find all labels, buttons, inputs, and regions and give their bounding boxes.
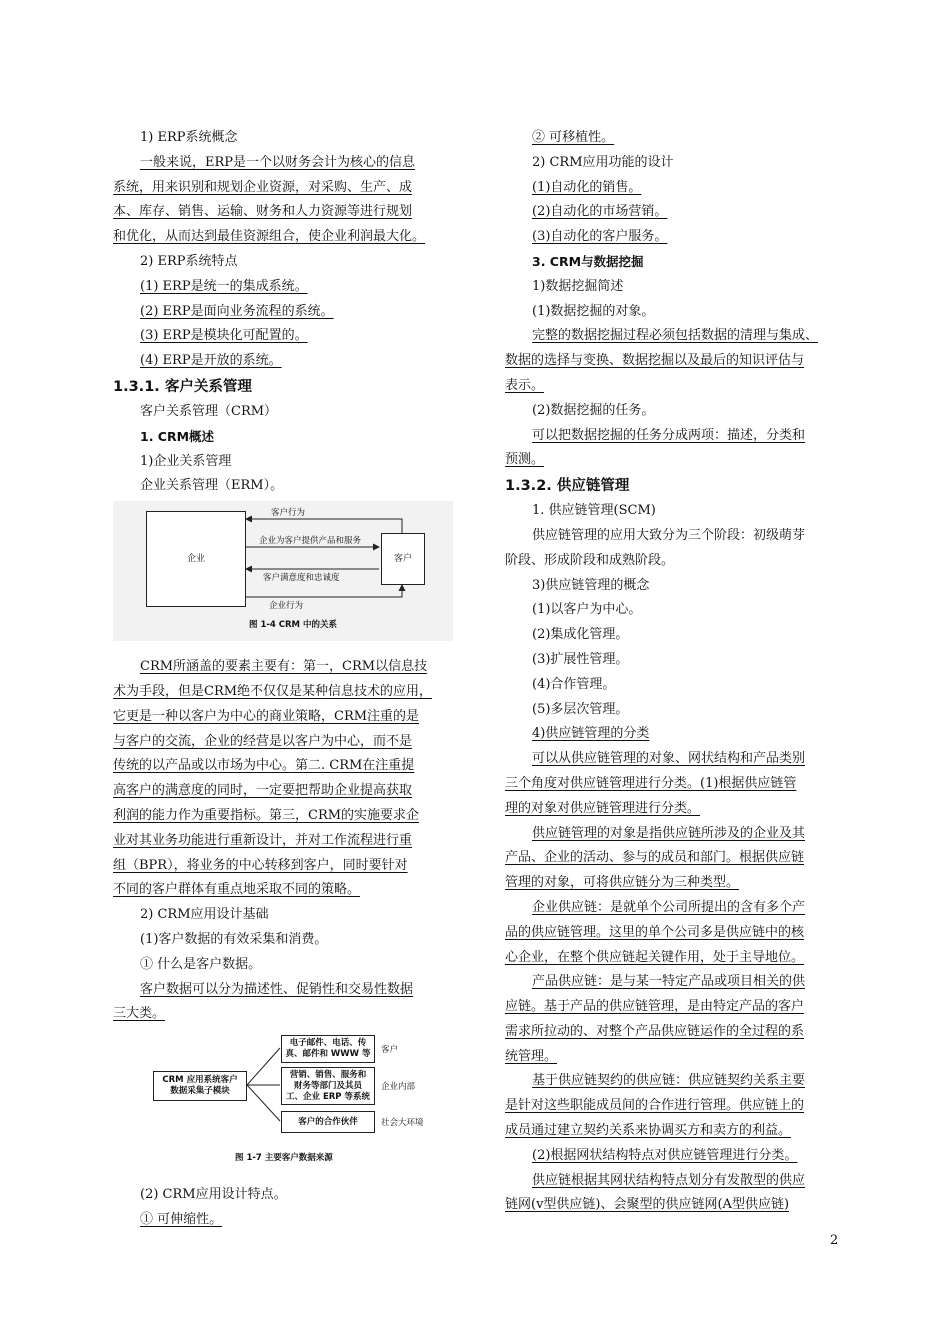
text-line: (5)多层次管理。 — [532, 701, 629, 717]
text-line: (2)集成化管理。 — [532, 627, 629, 643]
text-line: 客户数据可以分为描述性、促销性和交易性数据 — [140, 981, 414, 997]
label-customer: 客户 — [381, 1045, 399, 1056]
text-line: 供应链根据其网状结构特点划分有发散型的供应 — [532, 1172, 806, 1188]
text-line: 客户关系管理（CRM） — [140, 403, 278, 419]
label-society: 社会大环境 — [381, 1118, 424, 1129]
text-line: 2) CRM应用功能的设计 — [532, 154, 674, 170]
text-line: 传统的以产品或以市场为中心。第二. CRM在注重提 — [113, 758, 415, 774]
text-line: 供应链管理的应用大致分为三个阶段：初级萌芽 — [532, 527, 806, 543]
text-line: 完整的数据挖掘过程必须包括数据的清理与集成、 — [532, 328, 819, 344]
text-line: 一般来说，ERP是一个以财务会计为核心的信息 — [140, 154, 416, 170]
text-line: 企业供应链：是就单个公司所提出的含有多个产 — [532, 899, 806, 915]
text-line: 1. 供应链管理(SCM) — [532, 503, 656, 519]
left-column — [113, 126, 453, 1233]
text-line: 是针对这些职能成员间的合作进行管理。供应链上的 — [505, 1098, 805, 1114]
text-line: 成员通过建立契约关系来协调买方和卖方的利益。 — [505, 1123, 792, 1139]
crm-intro — [113, 400, 453, 425]
text-line: 品的供应链管理。这里的单个公司多是供应链中的核 — [505, 924, 805, 940]
label-enterprise-behavior: 企业行为 — [269, 601, 304, 612]
crm-design-features — [113, 1183, 453, 1233]
text-line: 应链。基于产品的供应链管理，是由特定产品的客户 — [505, 999, 805, 1015]
text-line: (1)数据挖掘的对象。 — [532, 303, 655, 319]
crm-overview-heading: 1. CRM概述 — [140, 428, 215, 444]
text-line: 业对其业务功能进行重新设计，并对工作流程进行重 — [113, 832, 413, 848]
text-line: 本、库存、销售、运输、财务和人力资源等进行规划 — [113, 204, 413, 220]
section-heading-1-3-2: 1.3.2. 供应链管理 — [505, 478, 630, 495]
text-line: 1) ERP系统概念 — [140, 130, 238, 145]
text-line: (2) CRM应用设计特点。 — [140, 1187, 287, 1203]
source-box-partners: 客户的合作伙伴 — [281, 1111, 375, 1133]
text-line: 产品、企业的活动、参与的成员和部门。根据供应链 — [505, 850, 805, 866]
text-line: 利润的能力作为重要指标。第三，CRM的实施要求企 — [113, 807, 420, 823]
text-line: 1)数据挖掘简述 — [532, 278, 624, 294]
label-customer-behavior: 客户行为 — [271, 508, 306, 519]
text-line: 与客户的交流，企业的经营是以客户为中心，而不是 — [113, 733, 413, 749]
text-line: 统管理。 — [505, 1048, 558, 1064]
text-line: (3) ERP是模块化可配置的。 — [140, 328, 308, 344]
text-line: 术为手段，但是CRM绝不仅仅是某种信息技术的应用， — [113, 683, 433, 699]
text-line: 心企业，在整个供应链起关键作用，处于主导地位。 — [505, 949, 805, 965]
source-box-internal: 营销、销售、服务和 财务等部门及其员 工、企业 ERP 等系统 — [281, 1067, 375, 1105]
text-line: 三大类。 — [113, 1006, 166, 1022]
text-line: 4)供应链管理的分类 — [532, 726, 650, 742]
customer-box: 客户 — [381, 533, 425, 585]
text-line: 它更是一种以客户为中心的商业策略，CRM注重的是 — [113, 708, 420, 724]
text-line: (3)扩展性管理。 — [532, 651, 629, 667]
figure-customer-data-sources — [113, 1029, 453, 1179]
source-box-communication: 电子邮件、电话、传 真、邮件和 WWW 等 — [281, 1035, 375, 1063]
figure-crm-relationship — [113, 501, 453, 651]
crm-function-design — [505, 126, 840, 250]
text-line: ② 可移植性。 — [532, 130, 615, 145]
crm-mining-heading: 3. CRM与数据挖掘 — [532, 253, 644, 269]
text-line: 表示。 — [505, 377, 545, 393]
text-line: 2) CRM应用设计基础 — [140, 907, 269, 923]
crm-elements — [113, 655, 453, 1027]
text-line: 3)供应链管理的概念 — [532, 577, 650, 593]
text-line: (2)根据网状结构特点对供应链管理进行分类。 — [532, 1147, 798, 1163]
text-line: 产品供应链：是与某一特定产品或项目相关的供 — [532, 974, 806, 990]
text-line: 企业关系管理（ERM）。 — [140, 478, 284, 494]
text-line: 2) ERP系统特点 — [140, 253, 238, 269]
right-column — [505, 126, 840, 1218]
text-line: 供应链管理的对象是指供应链所涉及的企业及其 — [532, 825, 806, 841]
text-line: (4)合作管理。 — [532, 676, 616, 692]
label-products-services: 企业为客户提供产品和服务 — [259, 536, 362, 547]
section-heading-1-3-1: 1.3.1. 客户关系管理 — [113, 378, 252, 395]
text-line: (1) ERP是统一的集成系统。 — [140, 278, 308, 294]
data-mining-section — [505, 275, 840, 473]
text-line: 基于供应链契约的供应链：供应链契约关系主要 — [532, 1073, 806, 1089]
text-line: 可以从供应链管理的对象、网状结构和产品类别 — [532, 751, 806, 767]
figure-caption-1-4: 图 1-4 CRM 中的关系 — [249, 620, 337, 631]
text-line: ① 什么是客户数据。 — [140, 956, 262, 972]
page-number: 2 — [830, 1233, 839, 1248]
text-line: 数据的选择与变换、数据挖掘以及最后的知识评估与 — [505, 353, 805, 369]
text-line: ① 可伸缩性。 — [140, 1211, 223, 1227]
text-line: 三个角度对供应链管理进行分类。(1)根据供应链管 — [505, 775, 797, 791]
scm-section — [505, 499, 840, 1218]
erm-section — [113, 450, 453, 500]
text-line: 系统，用来识别和规划企业资源，对采购、生产、成 — [113, 179, 413, 195]
text-line: 组（BPR），将业务的中心转移到客户，同时要针对 — [113, 857, 408, 873]
text-line: 需求所拉动的、对整个产品供应链运作的全过程的系 — [505, 1023, 805, 1039]
text-line: (2)数据挖掘的任务。 — [532, 402, 655, 418]
figure-caption-1-7: 图 1-7 主要客户数据来源 — [235, 1153, 333, 1164]
text-line: 阶段、形成阶段和成熟阶段。 — [505, 552, 675, 568]
crm-collection-module-box: CRM 应用系统客户 数据采集子模块 — [153, 1071, 247, 1101]
text-line: (3)自动化的客户服务。 — [532, 229, 668, 245]
text-line: 预测。 — [505, 452, 545, 468]
text-line: (2)自动化的市场营销。 — [532, 204, 668, 220]
text-line: (1)自动化的销售。 — [532, 179, 642, 195]
text-line: 高客户的满意度的同时，一定要把帮助企业提高获取 — [113, 783, 413, 799]
text-line: 理的对象对供应链管理进行分类。 — [505, 800, 701, 816]
enterprise-box: 企业 — [146, 511, 246, 607]
text-line: 和优化，从而达到最佳资源组合，使企业利润最大化。 — [113, 229, 426, 245]
text-line: 不同的客户群体有重点地采取不同的策略。 — [113, 882, 361, 898]
text-line: (1)客户数据的有效采集和消费。 — [140, 931, 328, 947]
text-line: 链网(v型供应链)、会聚型的供应链网(A型供应链) — [505, 1197, 790, 1213]
label-satisfaction-loyalty: 客户满意度和忠诚度 — [263, 573, 340, 584]
text-line: (2) ERP是面向业务流程的系统。 — [140, 303, 334, 319]
text-line: (4) ERP是开放的系统。 — [140, 353, 282, 369]
text-line: CRM所涵盖的要素主要有：第一，CRM以信息技 — [140, 659, 428, 675]
text-line: 管理的对象，可将供应链分为三种类型。 — [505, 875, 740, 891]
erp-section — [113, 126, 453, 374]
text-line: 可以把数据挖掘的任务分成两项：描述，分类和 — [532, 427, 806, 443]
label-internal: 企业内部 — [381, 1082, 416, 1093]
text-line: (1)以客户为中心。 — [532, 602, 642, 618]
text-line: 1)企业关系管理 — [140, 453, 232, 469]
